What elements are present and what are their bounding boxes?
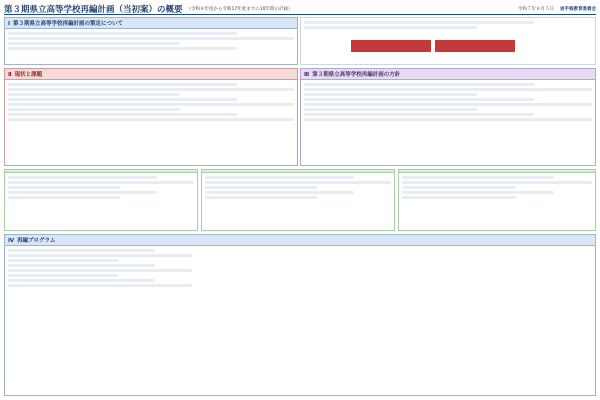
middle-panel-3 (398, 169, 596, 231)
section-4 (4, 234, 596, 396)
timeline-period-2 (435, 40, 515, 52)
document-header (4, 3, 596, 15)
middle-panel-2 (201, 169, 395, 231)
section-4-label: 再編プログラム (17, 238, 56, 244)
section-3-label: 第３期県立高等学校再編計画の方針 (312, 72, 401, 78)
middle-panel-2-body (202, 173, 394, 204)
section-2-title (5, 69, 297, 80)
section-3-body (301, 80, 595, 126)
section-1-body (5, 29, 297, 55)
section-1-title (5, 18, 297, 29)
section-1-label: 第３期県立高等学校再編計画の策定について (13, 21, 123, 27)
middle-panel-1 (4, 169, 198, 231)
section-3-number: Ⅲ (304, 72, 310, 78)
timeline-period-1 (351, 40, 431, 52)
middle-panel-1-body (5, 173, 197, 204)
timeline-panel (300, 17, 596, 65)
section-1 (4, 17, 298, 65)
document-date: 令和７年８月５日 (518, 6, 554, 12)
section-4-body (5, 246, 195, 292)
section-2-number: Ⅱ (8, 72, 12, 78)
section-4-title (5, 235, 595, 246)
section-4-number: Ⅳ (8, 238, 15, 244)
document-subtitle: （令和８年度から令和17年度までの10年間の計画） (186, 6, 293, 12)
document-title: 第３期県立高等学校再編計画（当初案）の概要 (4, 4, 183, 15)
section-3 (300, 68, 596, 166)
timeline-body (301, 18, 595, 34)
middle-panel-3-body (399, 173, 595, 204)
section-2-body (5, 80, 297, 126)
section-3-title (301, 69, 595, 80)
section-1-number: Ⅰ (8, 21, 11, 27)
section-2-label: 現状と課題 (14, 72, 43, 78)
section-2 (4, 68, 298, 166)
document-org: 岩手県教育委員会 (560, 6, 596, 12)
